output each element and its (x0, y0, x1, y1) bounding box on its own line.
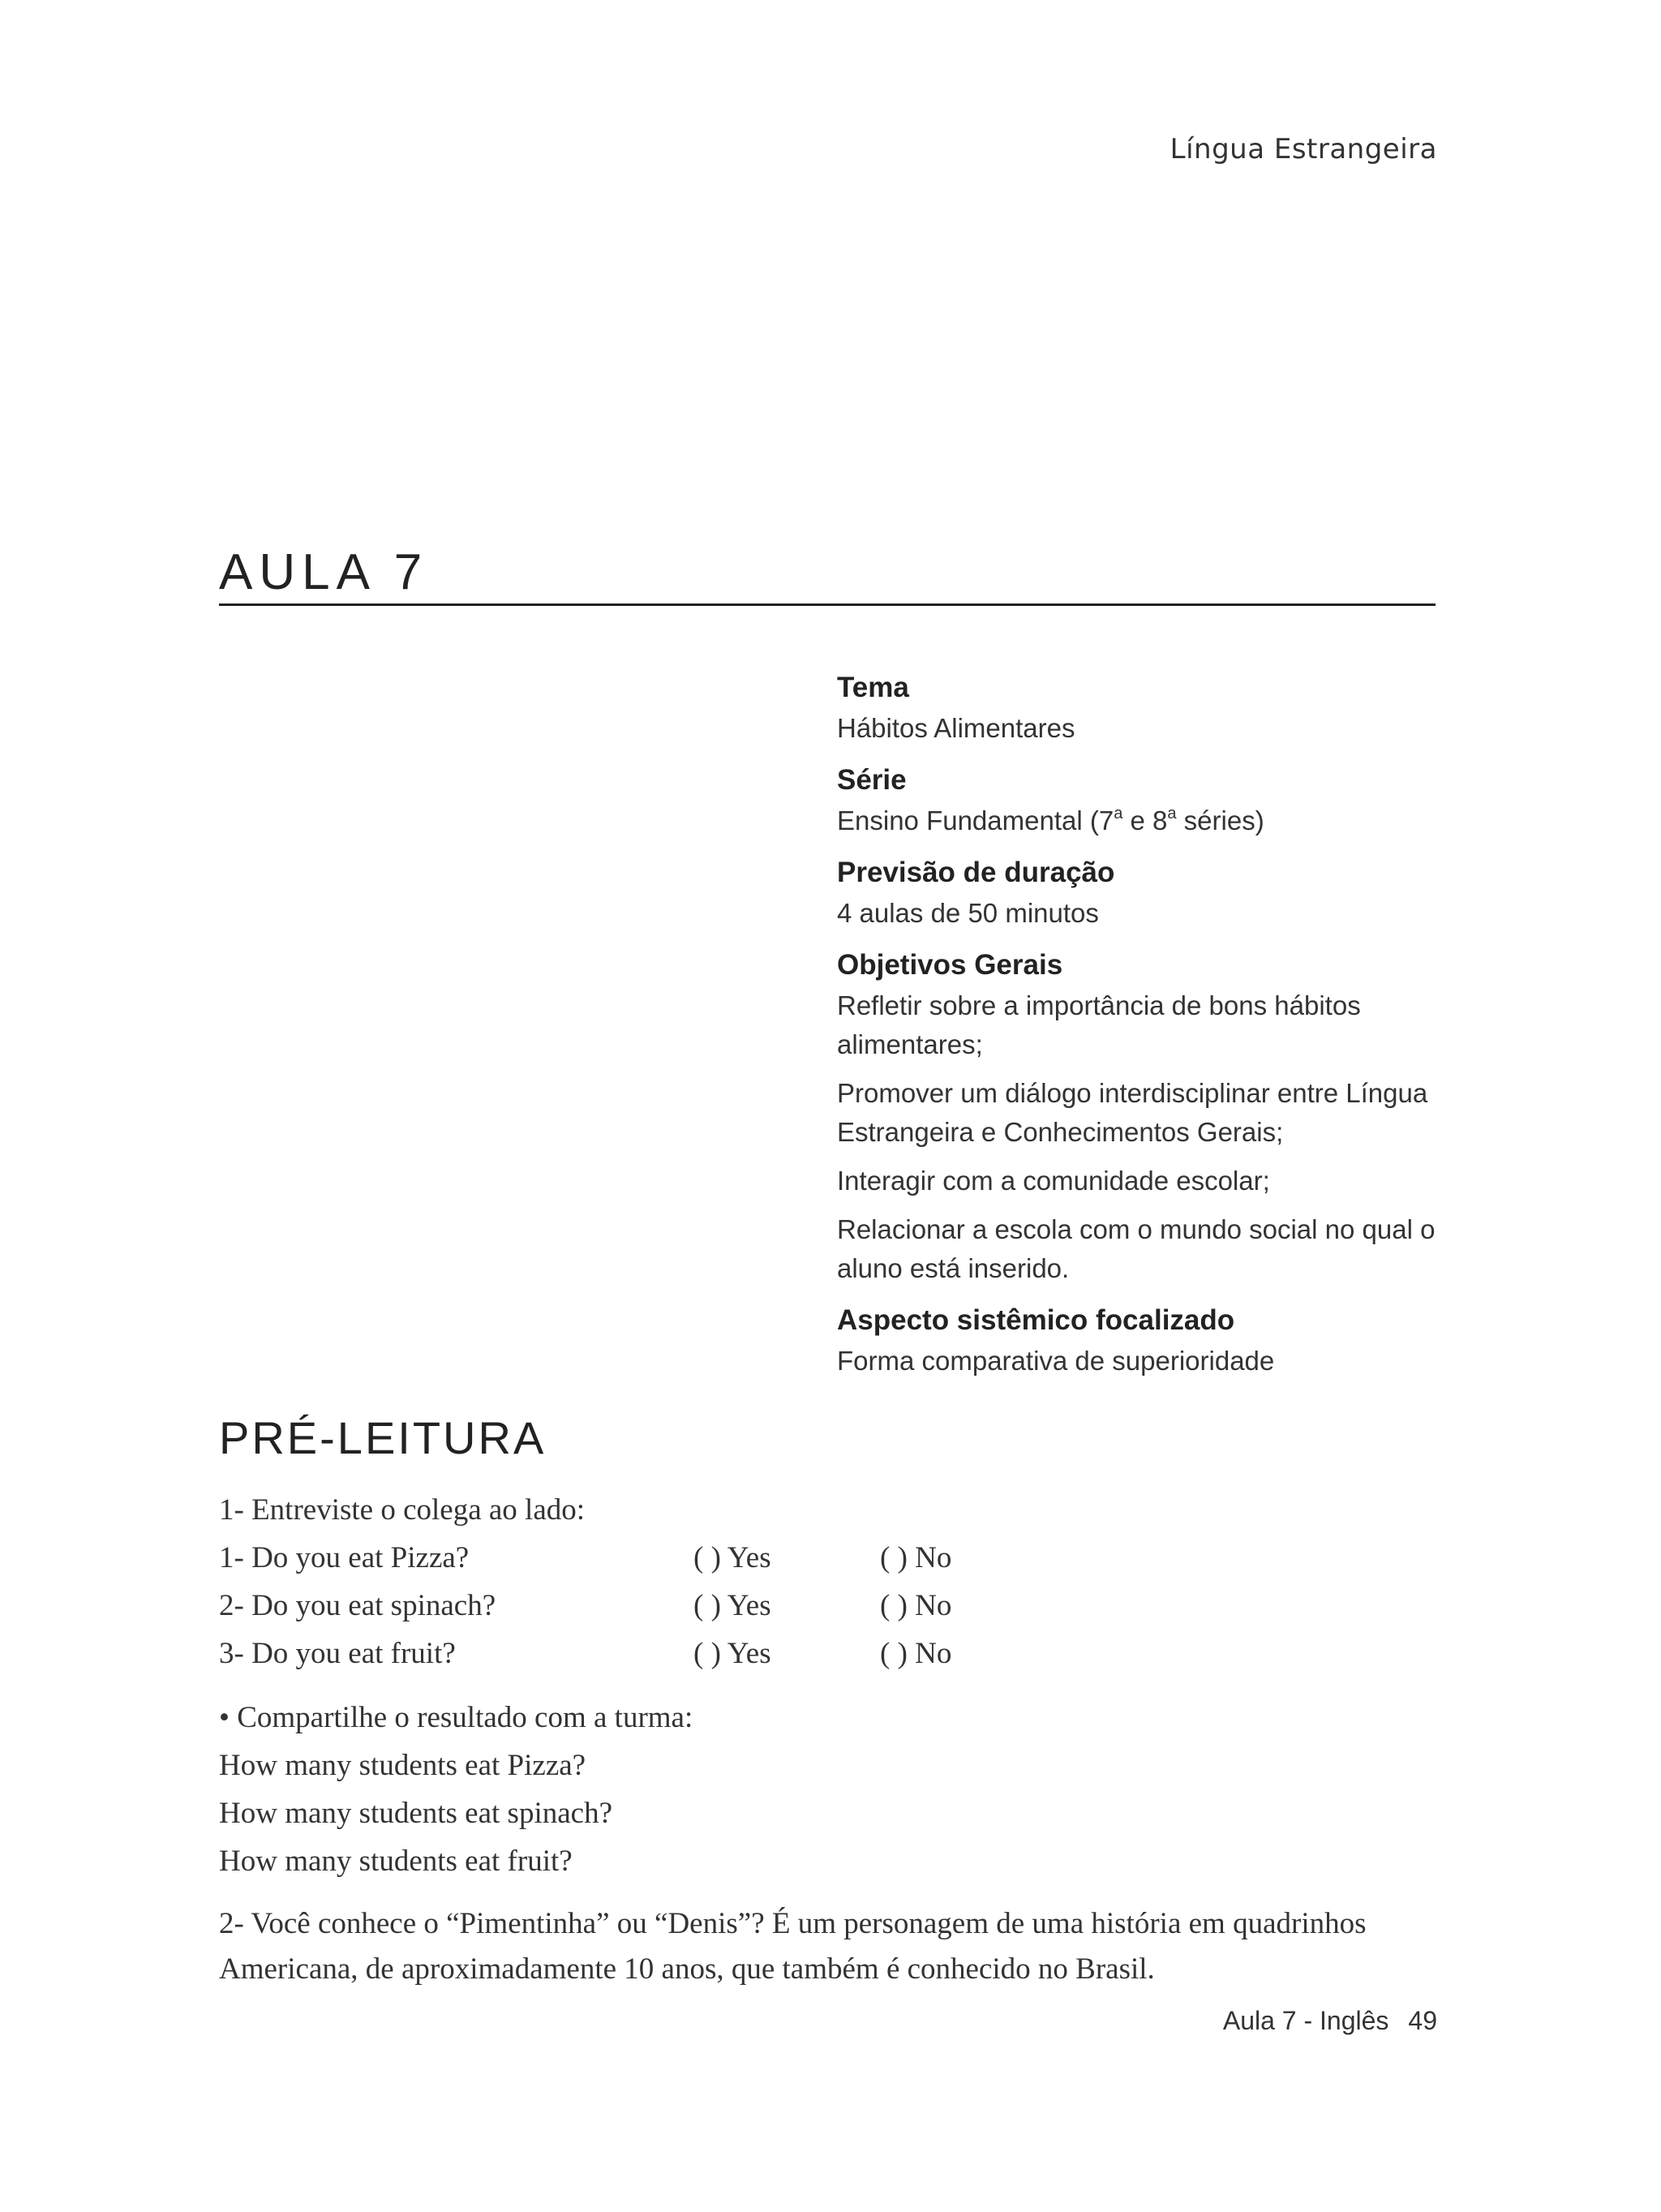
yes-checkbox[interactable]: ( ) Yes (693, 1541, 771, 1574)
serie-prefix: Ensino Fundamental (7 (837, 805, 1114, 835)
meta-label-tema: Tema (837, 672, 909, 703)
question-text: 1- Do you eat Pizza? (219, 1541, 470, 1574)
share-instruction: • Compartilhe o resultado com a turma: (219, 1701, 693, 1734)
serie-sup-1: a (1114, 805, 1123, 823)
objetivo-item: Interagir com a comunidade escolar; (837, 1166, 1270, 1196)
spacer (219, 1885, 1440, 1901)
yes-checkbox[interactable]: ( ) Yes (693, 1637, 771, 1670)
serie-suffix: séries) (1176, 805, 1264, 835)
meta-value-serie (837, 801, 1437, 840)
meta-value-aspecto: Forma comparativa de superioridade (837, 1346, 1275, 1376)
page-footer (1223, 2006, 1437, 2036)
page-number: 49 (1408, 2006, 1437, 2035)
question-text: 2- Do you eat spinach? (219, 1589, 496, 1622)
pre-leitura-content (219, 1486, 1440, 1992)
question-2-paragraph: 2- Você conhece o “Pimentinha” ou “Denis”? É um personagem de uma história em quadrinhos Americana, de aproximadamente 10 anos, que também é conhecido no Brasil. (219, 1907, 1367, 1986)
objetivo-item: Relacionar a escola com o mundo social no qual o aluno está inserido. (837, 1214, 1436, 1283)
how-many-item: How many students eat fruit? (219, 1845, 573, 1878)
title-divider (219, 603, 1436, 606)
spacer (219, 1677, 1440, 1694)
question-text: 3- Do you eat fruit? (219, 1637, 456, 1670)
lesson-meta (837, 670, 1437, 1395)
meta-label-objetivos: Objetivos Gerais (837, 949, 1063, 981)
meta-duracao (837, 855, 1437, 933)
question-row (219, 1630, 1440, 1677)
meta-value-tema: Hábitos Alimentares (837, 713, 1075, 743)
serie-mid: e 8 (1122, 805, 1168, 835)
no-checkbox[interactable]: ( ) No (880, 1541, 952, 1574)
question-row (219, 1582, 1440, 1630)
page-header-subject: Língua Estrangeira (1170, 133, 1437, 165)
meta-label-serie: Série (837, 764, 907, 796)
interview-intro: 1- Entreviste o colega ao lado: (219, 1493, 586, 1527)
how-many-item: How many students eat Pizza? (219, 1749, 586, 1782)
section-heading-pre-leitura: PRÉ-LEITURA (219, 1412, 547, 1463)
meta-value-duracao: 4 aulas de 50 minutos (837, 898, 1099, 928)
objetivo-item: Refletir sobre a importância de bons hábitos alimentares; (837, 990, 1361, 1059)
meta-label-duracao: Previsão de duração (837, 857, 1115, 888)
lesson-title: AULA 7 (219, 544, 429, 600)
question-row (219, 1534, 1440, 1582)
objetivo-item: Promover um diálogo interdisciplinar entre Língua Estrangeira e Conhecimentos Gerais; (837, 1078, 1428, 1147)
yes-checkbox[interactable]: ( ) Yes (693, 1589, 771, 1622)
meta-aspecto (837, 1303, 1437, 1381)
meta-serie (837, 762, 1437, 840)
no-checkbox[interactable]: ( ) No (880, 1637, 952, 1670)
how-many-item: How many students eat spinach? (219, 1797, 612, 1830)
meta-label-aspecto: Aspecto sistêmico focalizado (837, 1304, 1235, 1336)
footer-label: Aula 7 - Inglês (1222, 2006, 1389, 2035)
meta-objetivos (837, 947, 1437, 1288)
serie-sup-2: a (1167, 805, 1177, 823)
meta-tema (837, 670, 1437, 748)
no-checkbox[interactable]: ( ) No (880, 1589, 952, 1622)
